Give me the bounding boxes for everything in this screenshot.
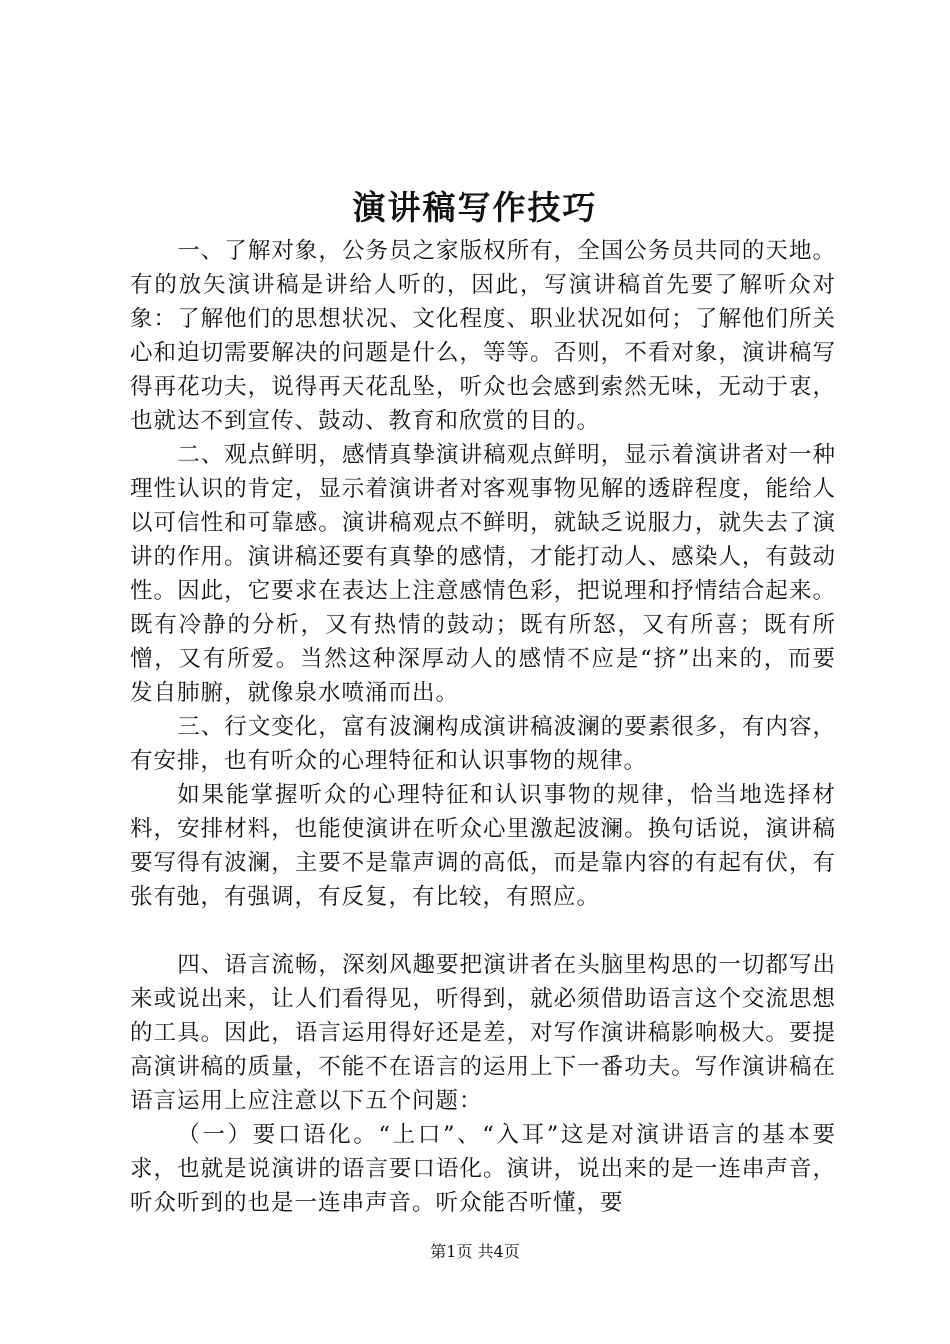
page-footer: 第1页 共4页	[430, 1242, 520, 1261]
paragraph-clear-viewpoint: 二、观点鲜明，感情真挚演讲稿观点鲜明，显示着演讲者对一种理性认识的肯定，显示着演讲者对客观事物见解的透辟程度，能给人以可信性和可靠感。演讲稿观点不鲜明，就缺乏说服力，就失去了演讲的作用。演讲稿还要有真挚的感情，才能打动人、感染人，有鼓动性。因此，它要求在表达上注意感情色彩，把说理和抒情结合起来。既有冷静的分析，又有热情的鼓动；既有所怒，又有所喜；既有所憎，又有所爱。当然这种深厚动人的感情不应是“挤”出来的，而要发自肺腑，就像泉水喷涌而出。	[130, 442, 836, 706]
paragraph-understand-audience: 一、了解对象，公务员之家版权所有，全国公务员共同的天地。有的放矢演讲稿是讲给人听的，因此，写演讲稿首先要了解听众对象：了解他们的思想状况、文化程度、职业状况如何；了解他们所关心和迫切需要解决的问题是什么，等等。否则，不看对象，演讲稿写得再花功夫，说得再天花乱坠，听众也会感到索然无味，无动于衷，也就达不到宣传、鼓动、教育和欣赏的目的。	[130, 238, 836, 434]
paragraph-varied-writing: 三、行文变化，富有波澜构成演讲稿波澜的要素很多，有内容，有安排，也有听众的心理特征和认识事物的规律。	[130, 714, 836, 774]
paragraph-colloquial: （一）要口语化。“上口”、“入耳”这是对演讲语言的基本要求，也就是说演讲的语言要口语化。演讲，说出来的是一连串声音，听众听到的也是一连串声音。听众能否听懂，要	[130, 1122, 836, 1216]
document-body	[130, 234, 836, 1220]
paragraph-audience-psychology: 如果能掌握听众的心理特征和认识事物的规律，恰当地选择材料，安排材料，也能使演讲在听众心里激起波澜。换句话说，演讲稿要写得有波澜，主要不是靠声调的高低，而是靠内容的有起有伏，有张有弛，有强调，有反复，有比较，有照应。	[130, 782, 836, 910]
paragraph-fluent-language: 四、语言流畅，深刻风趣要把演讲者在头脑里构思的一切都写出来或说出来，让人们看得见，听得到，就必须借助语言这个交流思想的工具。因此，语言运用得好还是差，对写作演讲稿影响极大。要提高演讲稿的质量，不能不在语言的运用上下一番功夫。写作演讲稿在语言运用上应注意以下五个问题：	[130, 952, 836, 1114]
document-title: 演讲稿写作技巧	[352, 188, 598, 227]
